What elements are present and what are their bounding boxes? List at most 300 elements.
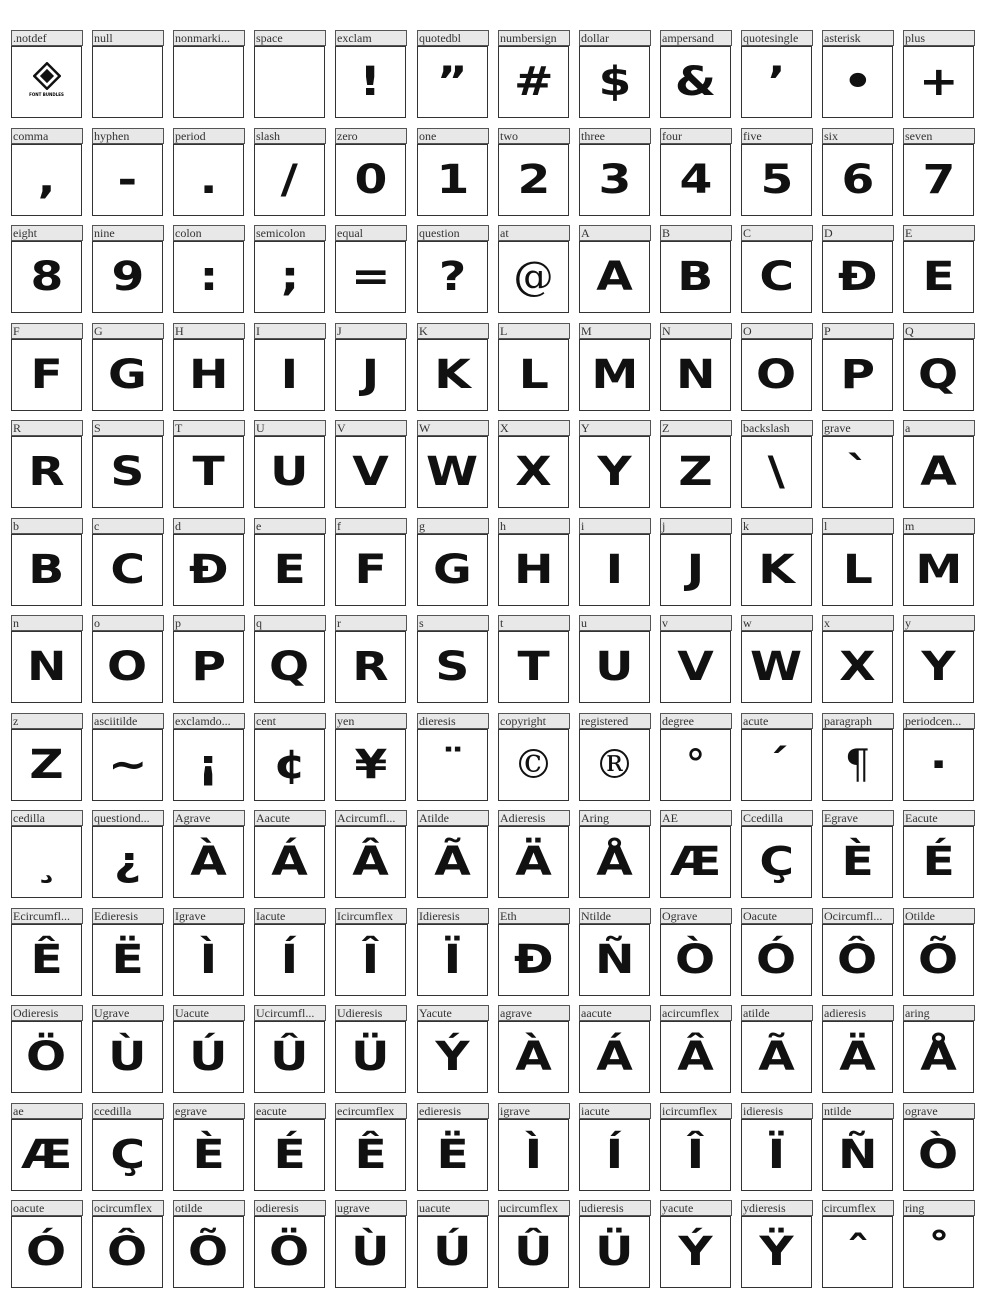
glyph-sample: ¡ xyxy=(197,742,220,788)
glyph-cell xyxy=(173,518,244,606)
glyph-box xyxy=(254,241,325,313)
glyph-cell xyxy=(173,225,244,313)
glyph-name-label: L xyxy=(498,323,570,339)
glyph-sample: 3 xyxy=(598,157,631,203)
glyph-box xyxy=(11,924,82,996)
glyph-name-label: acircumflex xyxy=(660,1005,732,1021)
glyph-box xyxy=(822,436,893,508)
glyph-name-label: U xyxy=(254,420,326,436)
glyph-name-label: quotedbl xyxy=(417,30,489,46)
glyph-name-label: Ntilde xyxy=(579,908,651,924)
glyph-cell xyxy=(822,30,893,118)
glyph-box xyxy=(11,241,82,313)
glyph-sample: Á xyxy=(596,1034,633,1080)
glyph-box xyxy=(173,1216,244,1288)
glyph-sample: Ò xyxy=(918,1132,959,1178)
glyph-box xyxy=(741,144,812,216)
glyph-cell xyxy=(741,30,812,118)
glyph-cell xyxy=(903,615,974,703)
glyph-box xyxy=(173,631,244,703)
glyph-cell xyxy=(660,225,731,313)
glyph-cell xyxy=(417,615,488,703)
glyph-name-label: Y xyxy=(579,420,651,436)
glyph-name-label: Yacute xyxy=(417,1005,489,1021)
glyph-name-label: copyright xyxy=(498,713,570,729)
glyph-box xyxy=(11,534,82,606)
glyph-cell xyxy=(11,323,82,411)
glyph-sample: Ö xyxy=(269,1229,310,1275)
glyph-name-label: Ugrave xyxy=(92,1005,164,1021)
glyph-name-label: paragraph xyxy=(822,713,894,729)
glyph-box xyxy=(579,924,650,996)
glyph-box xyxy=(498,144,569,216)
glyph-sample: B xyxy=(677,254,714,300)
glyph-box xyxy=(903,729,974,801)
glyph-cell xyxy=(498,1103,569,1191)
glyph-name-label: ae xyxy=(11,1103,83,1119)
glyph-sample: S xyxy=(110,449,145,495)
glyph-name-label: questiond... xyxy=(92,810,164,826)
glyph-cell xyxy=(254,1005,325,1093)
glyph-box xyxy=(11,339,82,411)
glyph-cell xyxy=(335,518,406,606)
glyph-cell xyxy=(254,810,325,898)
glyph-box xyxy=(579,46,650,118)
glyph-name-label: plus xyxy=(903,30,975,46)
glyph-name-label: H xyxy=(173,323,245,339)
glyph-cell xyxy=(173,615,244,703)
glyph-sample: Ñ xyxy=(594,937,635,983)
glyph-name-label: G xyxy=(92,323,164,339)
glyph-cell xyxy=(254,323,325,411)
glyph-cell xyxy=(498,1005,569,1093)
glyph-name-label: Ograve xyxy=(660,908,732,924)
glyph-name-label: Odieresis xyxy=(11,1005,83,1021)
glyph-name-label: icircumflex xyxy=(660,1103,732,1119)
glyph-cell xyxy=(579,30,650,118)
glyph-name-label: cent xyxy=(254,713,326,729)
glyph-sample: ¨ xyxy=(440,742,465,788)
glyph-cell xyxy=(11,713,82,801)
glyph-box xyxy=(173,729,244,801)
glyph-name-label: Otilde xyxy=(903,908,975,924)
glyph-box xyxy=(741,1119,812,1191)
glyph-cell xyxy=(92,518,163,606)
glyph-name-label: otilde xyxy=(173,1200,245,1216)
glyph-name-label: Ocircumfl... xyxy=(822,908,894,924)
glyph-cell xyxy=(335,908,406,996)
glyph-box xyxy=(498,729,569,801)
glyph-box xyxy=(173,339,244,411)
glyph-cell xyxy=(335,1103,406,1191)
glyph-sample: I xyxy=(605,547,624,593)
glyph-cell xyxy=(498,420,569,508)
glyph-name-label: ograve xyxy=(903,1103,975,1119)
glyph-box xyxy=(173,144,244,216)
glyph-sample: G xyxy=(108,352,147,398)
glyph-name-label: p xyxy=(173,615,245,631)
glyph-box xyxy=(254,1216,325,1288)
glyph-cell xyxy=(417,128,488,216)
glyph-box xyxy=(417,339,488,411)
glyph-cell xyxy=(11,30,82,118)
glyph-name-label: A xyxy=(579,225,651,241)
glyph-box xyxy=(11,1119,82,1191)
glyph-box xyxy=(92,534,163,606)
glyph-box xyxy=(92,924,163,996)
glyph-cell xyxy=(579,1005,650,1093)
glyph-box xyxy=(822,1021,893,1093)
glyph-box xyxy=(741,241,812,313)
glyph-box xyxy=(11,1216,82,1288)
glyph-sample: Õ xyxy=(188,1229,229,1275)
glyph-sample: G xyxy=(433,547,472,593)
glyph-box xyxy=(498,1021,569,1093)
glyph-sample: Û xyxy=(270,1034,309,1080)
glyph-sample: I xyxy=(280,352,299,398)
glyph-box xyxy=(741,924,812,996)
glyph-sample: R xyxy=(28,449,65,495)
glyph-sample: C xyxy=(110,547,145,593)
glyph-cell xyxy=(822,1200,893,1288)
glyph-sample: J xyxy=(686,547,705,593)
glyph-box xyxy=(660,924,731,996)
glyph-cell xyxy=(822,810,893,898)
glyph-box xyxy=(173,241,244,313)
glyph-sample: Æ xyxy=(669,839,722,885)
glyph-sample: ¸ xyxy=(34,839,59,885)
glyph-box xyxy=(660,144,731,216)
glyph-name-label: X xyxy=(498,420,570,436)
glyph-name-label: eacute xyxy=(254,1103,326,1119)
glyph-box xyxy=(11,46,82,118)
glyph-sample: Ò xyxy=(675,937,716,983)
glyph-sample: Y xyxy=(921,644,956,690)
glyph-sample: ! xyxy=(359,59,382,105)
glyph-name-label: one xyxy=(417,128,489,144)
glyph-box xyxy=(335,729,406,801)
glyph-sample: Î xyxy=(361,937,380,983)
glyph-box xyxy=(335,1021,406,1093)
glyph-name-label: uacute xyxy=(417,1200,489,1216)
glyph-sample: V xyxy=(677,644,714,690)
glyph-name-label: zero xyxy=(335,128,407,144)
glyph-box xyxy=(173,924,244,996)
glyph-sample: Å xyxy=(596,839,633,885)
glyph-cell xyxy=(173,323,244,411)
glyph-name-label: P xyxy=(822,323,894,339)
glyph-sample: P xyxy=(191,644,226,690)
glyph-name-label: degree xyxy=(660,713,732,729)
glyph-box xyxy=(741,46,812,118)
glyph-cell xyxy=(92,615,163,703)
glyph-sample: Ä xyxy=(515,839,552,885)
glyph-sample: & xyxy=(674,59,717,105)
glyph-box xyxy=(11,144,82,216)
glyph-cell xyxy=(254,128,325,216)
glyph-name-label: exclamdo... xyxy=(173,713,245,729)
glyph-name-label: exclam xyxy=(335,30,407,46)
glyph-sample: Ö xyxy=(26,1034,67,1080)
glyph-sample: A xyxy=(596,254,633,300)
glyph-cell xyxy=(173,1200,244,1288)
glyph-box xyxy=(903,631,974,703)
glyph-cell xyxy=(579,908,650,996)
glyph-box xyxy=(903,1119,974,1191)
glyph-name-label: yen xyxy=(335,713,407,729)
glyph-name-label: Eacute xyxy=(903,810,975,826)
glyph-cell xyxy=(417,810,488,898)
glyph-box xyxy=(822,241,893,313)
glyph-cell xyxy=(579,713,650,801)
glyph-box xyxy=(498,826,569,898)
glyph-sample: Ü xyxy=(351,1034,390,1080)
glyph-sample: Z xyxy=(29,742,64,788)
glyph-box xyxy=(254,826,325,898)
glyph-cell xyxy=(741,225,812,313)
glyph-sample: R xyxy=(352,644,389,690)
glyph-name-label: z xyxy=(11,713,83,729)
glyph-cell xyxy=(903,1200,974,1288)
glyph-box xyxy=(417,46,488,118)
glyph-name-label: asterisk xyxy=(822,30,894,46)
glyph-cell xyxy=(254,713,325,801)
glyph-box xyxy=(822,46,893,118)
glyph-sample: ˚ xyxy=(926,1229,951,1275)
glyph-sample: Ì xyxy=(524,1132,543,1178)
glyph-box xyxy=(498,1216,569,1288)
glyph-box xyxy=(498,1119,569,1191)
glyph-box xyxy=(579,534,650,606)
glyph-name-label: aring xyxy=(903,1005,975,1021)
glyph-cell xyxy=(822,518,893,606)
glyph-name-label: ydieresis xyxy=(741,1200,813,1216)
glyph-box xyxy=(335,436,406,508)
glyph-cell xyxy=(822,323,893,411)
glyph-cell xyxy=(498,323,569,411)
glyph-box xyxy=(254,1021,325,1093)
glyph-name-label: igrave xyxy=(498,1103,570,1119)
glyph-cell xyxy=(903,225,974,313)
glyph-name-label: Ucircumfl... xyxy=(254,1005,326,1021)
glyph-sample: K xyxy=(758,547,795,593)
glyph-name-label: m xyxy=(903,518,975,534)
glyph-cell xyxy=(254,1103,325,1191)
glyph-cell xyxy=(579,615,650,703)
glyph-name-label: grave xyxy=(822,420,894,436)
glyph-cell xyxy=(741,518,812,606)
glyph-sample: 9 xyxy=(111,254,144,300)
glyph-box xyxy=(903,1021,974,1093)
glyph-sample: \ xyxy=(767,449,786,495)
glyph-cell xyxy=(417,908,488,996)
glyph-box xyxy=(579,339,650,411)
glyph-cell xyxy=(92,30,163,118)
glyph-cell xyxy=(92,1103,163,1191)
glyph-sample: Å xyxy=(920,1034,957,1080)
glyph-box xyxy=(498,241,569,313)
glyph-box xyxy=(173,1021,244,1093)
glyph-name-label: k xyxy=(741,518,813,534)
glyph-box xyxy=(417,729,488,801)
glyph-cell xyxy=(498,225,569,313)
glyph-name-label: q xyxy=(254,615,326,631)
glyph-sample: V xyxy=(352,449,389,495)
glyph-cell xyxy=(660,420,731,508)
glyph-box xyxy=(92,1021,163,1093)
glyph-box xyxy=(335,826,406,898)
glyph-sample: ° xyxy=(685,742,706,788)
glyph-name-label: nonmarki... xyxy=(173,30,245,46)
glyph-cell xyxy=(11,1200,82,1288)
glyph-sample: 7 xyxy=(922,157,955,203)
glyph-cell xyxy=(660,1005,731,1093)
glyph-box xyxy=(335,46,406,118)
glyph-cell xyxy=(903,1005,974,1093)
glyph-name-label: o xyxy=(92,615,164,631)
glyph-name-label: R xyxy=(11,420,83,436)
glyph-cell xyxy=(92,1200,163,1288)
glyph-name-label: a xyxy=(903,420,975,436)
glyph-sample: Ä xyxy=(839,1034,876,1080)
glyph-cell xyxy=(11,225,82,313)
glyph-box xyxy=(579,144,650,216)
glyph-name-label: numbersign xyxy=(498,30,570,46)
glyph-name-label: T xyxy=(173,420,245,436)
glyph-sample: ” xyxy=(436,59,469,105)
glyph-sample: ¥ xyxy=(354,742,387,788)
glyph-cell xyxy=(92,225,163,313)
glyph-box xyxy=(498,339,569,411)
glyph-cell xyxy=(579,323,650,411)
glyph-cell xyxy=(579,1200,650,1288)
glyph-box xyxy=(417,826,488,898)
glyph-sample: Ó xyxy=(26,1229,67,1275)
glyph-sample: Q xyxy=(918,352,959,398)
glyph-name-label: Eth xyxy=(498,908,570,924)
glyph-name-label: Acircumfl... xyxy=(335,810,407,826)
glyph-name-label: yacute xyxy=(660,1200,732,1216)
glyph-name-label: question xyxy=(417,225,489,241)
glyph-name-label: dieresis xyxy=(417,713,489,729)
glyph-name-label: Aring xyxy=(579,810,651,826)
glyph-box xyxy=(579,1119,650,1191)
glyph-name-label: ampersand xyxy=(660,30,732,46)
glyph-sample: Ú xyxy=(189,1034,228,1080)
glyph-cell xyxy=(417,1005,488,1093)
glyph-sample: . xyxy=(199,157,218,203)
glyph-box xyxy=(335,924,406,996)
glyph-name-label: K xyxy=(417,323,489,339)
glyph-sample: Æ xyxy=(20,1132,73,1178)
glyph-name-label: udieresis xyxy=(579,1200,651,1216)
glyph-box xyxy=(92,729,163,801)
glyph-box xyxy=(254,631,325,703)
glyph-box xyxy=(335,631,406,703)
glyph-sample: Ã xyxy=(758,1034,795,1080)
glyph-name-label: Udieresis xyxy=(335,1005,407,1021)
glyph-cell xyxy=(903,518,974,606)
glyph-cell xyxy=(498,518,569,606)
glyph-cell xyxy=(579,1103,650,1191)
glyph-box xyxy=(254,924,325,996)
glyph-box xyxy=(92,241,163,313)
glyph-sample: 0 xyxy=(354,157,387,203)
glyph-cell xyxy=(498,908,569,996)
glyph-cell xyxy=(741,1103,812,1191)
glyph-name-label: Idieresis xyxy=(417,908,489,924)
glyph-name-label: Aacute xyxy=(254,810,326,826)
glyph-name-label: two xyxy=(498,128,570,144)
glyph-box xyxy=(417,631,488,703)
glyph-cell xyxy=(660,615,731,703)
glyph-sample: Ç xyxy=(110,1132,145,1178)
glyph-box xyxy=(660,339,731,411)
glyph-cell xyxy=(822,128,893,216)
glyph-sample: - xyxy=(117,157,138,203)
glyph-name-label: Z xyxy=(660,420,732,436)
glyph-box xyxy=(11,826,82,898)
glyph-sample: U xyxy=(270,449,309,495)
glyph-sample: = xyxy=(350,254,391,300)
glyph-sample: Û xyxy=(514,1229,553,1275)
glyph-box xyxy=(660,436,731,508)
glyph-box xyxy=(822,1216,893,1288)
glyph-name-label: d xyxy=(173,518,245,534)
glyph-cell xyxy=(417,1103,488,1191)
glyph-name-label: seven xyxy=(903,128,975,144)
glyph-cell xyxy=(741,908,812,996)
glyph-sample: N xyxy=(26,644,67,690)
glyph-cell xyxy=(903,128,974,216)
glyph-sample: S xyxy=(435,644,470,690)
glyph-name-label: D xyxy=(822,225,894,241)
glyph-sample: Đ xyxy=(513,937,554,983)
glyph-sample: Ì xyxy=(199,937,218,983)
glyph-sample: T xyxy=(192,449,225,495)
glyph-box xyxy=(417,1021,488,1093)
glyph-sample: + xyxy=(918,59,959,105)
glyph-cell xyxy=(660,810,731,898)
glyph-sample: ¶ xyxy=(844,742,871,788)
glyph-name-label: Edieresis xyxy=(92,908,164,924)
glyph-box xyxy=(417,1216,488,1288)
glyph-name-label: AE xyxy=(660,810,732,826)
glyph-sample: 1 xyxy=(436,157,469,203)
glyph-cell xyxy=(579,518,650,606)
glyph-name-label: ugrave xyxy=(335,1200,407,1216)
glyph-box xyxy=(579,729,650,801)
glyph-cell xyxy=(254,30,325,118)
glyph-name-label: oacute xyxy=(11,1200,83,1216)
glyph-box xyxy=(579,1021,650,1093)
glyph-box xyxy=(92,1216,163,1288)
glyph-cell xyxy=(92,713,163,801)
glyph-name-label: aacute xyxy=(579,1005,651,1021)
glyph-box xyxy=(660,1119,731,1191)
glyph-cell xyxy=(660,30,731,118)
glyph-sample: Đ xyxy=(837,254,878,300)
glyph-box xyxy=(417,534,488,606)
glyph-cell xyxy=(173,1103,244,1191)
glyph-name-label: Oacute xyxy=(741,908,813,924)
glyph-cell xyxy=(822,420,893,508)
glyph-sample: ’ xyxy=(767,59,786,105)
glyph-box xyxy=(822,339,893,411)
glyph-box xyxy=(741,339,812,411)
glyph-cell xyxy=(579,420,650,508)
glyph-sample: Ë xyxy=(436,1132,469,1178)
